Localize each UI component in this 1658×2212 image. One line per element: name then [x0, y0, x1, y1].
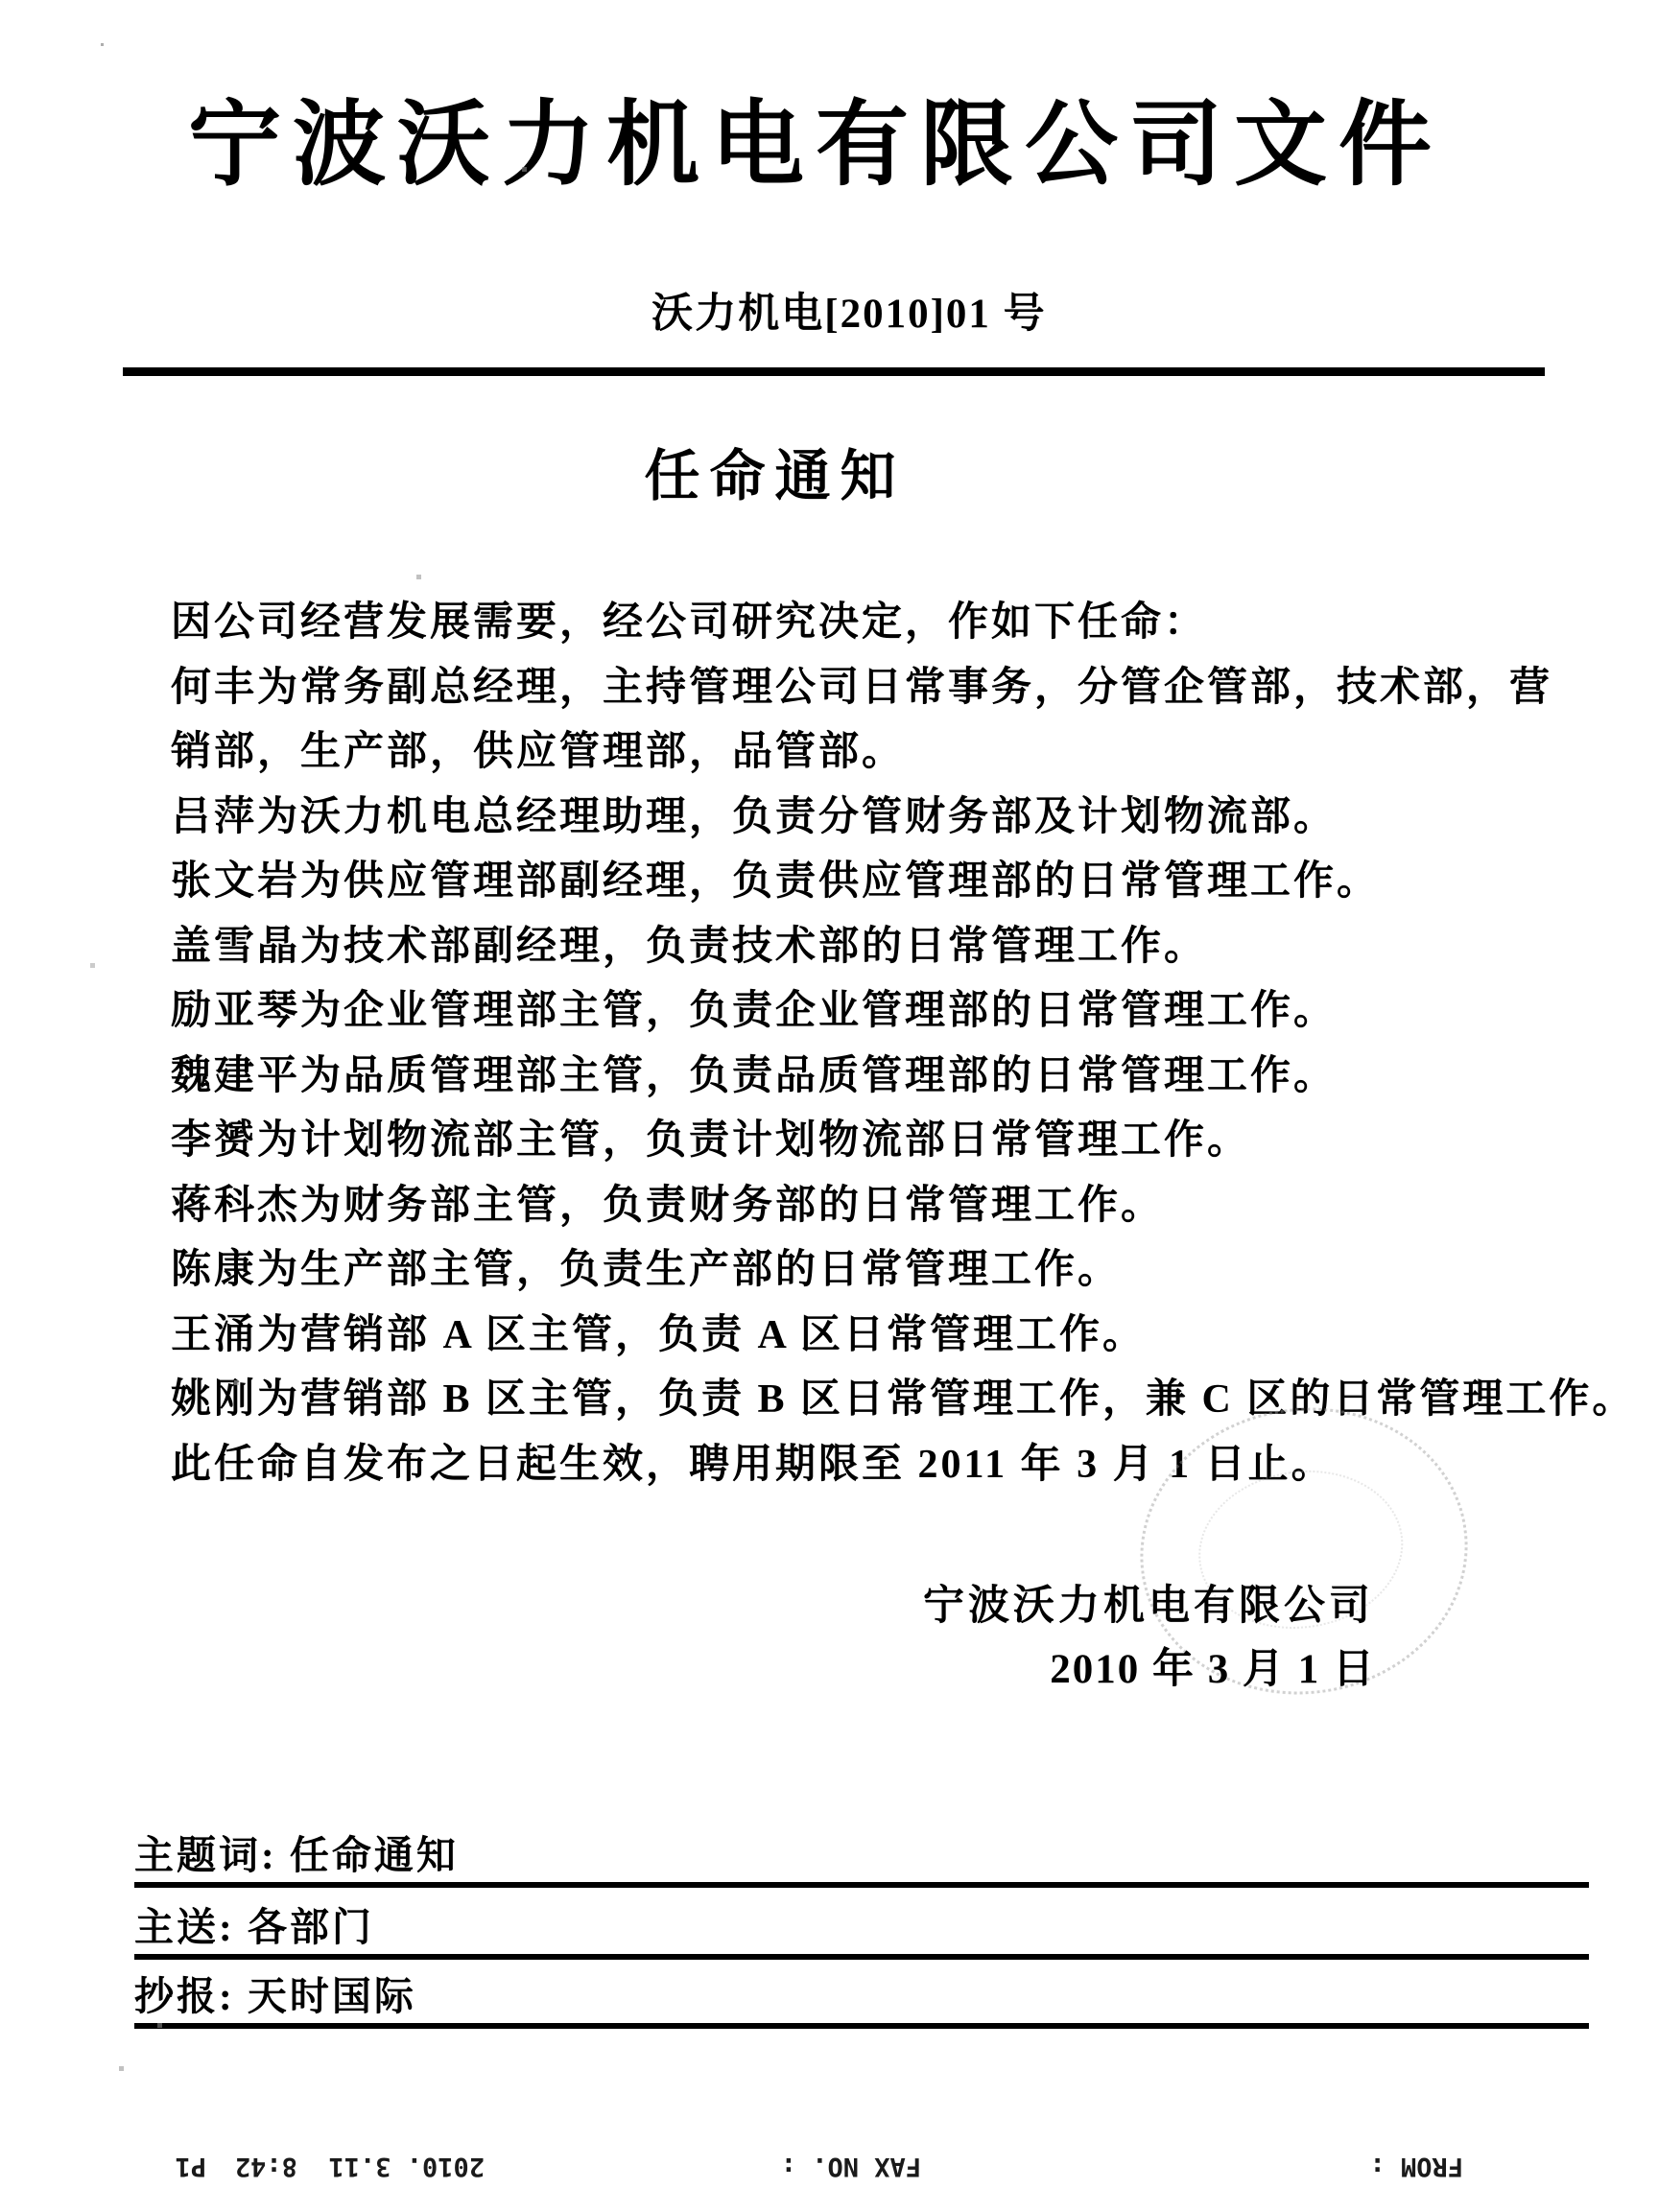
- body-line: 何丰为常务副总经理，主持管理公司日常事务，分管企管部，技术部，营: [171, 665, 1553, 710]
- body-line: 李赟为计划物流部主管，负责计划物流部日常管理工作。: [171, 1118, 1251, 1163]
- scan-noise-specks: [101, 43, 104, 46]
- company-document-title: 宁波沃力机电有限公司文件: [188, 94, 1443, 197]
- main-recipient-label: 主送:: [134, 1905, 248, 1949]
- fax-transmission-line: [0, 2147, 1658, 2185]
- main-recipient-value: 各部门: [247, 1905, 374, 1949]
- fax-number-label: FAX NO. :: [780, 2152, 921, 2181]
- body-line: 此任命自发布之日起生效，聘用期限至 2011 年 3 月 1 日止。: [171, 1442, 1335, 1487]
- copy-to-label: 抄报:: [134, 1974, 248, 2018]
- signature-date: 2010 年 3 月 1 日: [1050, 1647, 1376, 1692]
- body-line: 王涌为营销部 A 区主管，负责 A 区日常管理工作。: [171, 1312, 1147, 1357]
- notice-body: [171, 591, 1636, 1497]
- fax-timestamp: 2010. 3.11 8:42: [234, 2152, 485, 2181]
- fax-from-label: FROM :: [1369, 2152, 1463, 2181]
- main-recipient-row: [134, 1895, 1589, 1960]
- subject-keywords-label: 主题词:: [134, 1833, 290, 1877]
- copy-to-row: [134, 1965, 1589, 2029]
- body-line: 陈康为生产部主管，负责生产部的日常管理工作。: [171, 1248, 1122, 1292]
- subject-keywords-row: [134, 1824, 1589, 1888]
- copy-to-value: 天时国际: [247, 1974, 416, 2018]
- body-line: 姚刚为营销部 B 区主管，负责 B 区日常管理工作，兼 C 区的日常管理工作。: [171, 1377, 1636, 1422]
- header-divider-rule: [123, 367, 1545, 376]
- signature-company-name: 宁波沃力机电有限公司: [923, 1584, 1374, 1629]
- subject-keywords-value: 任命通知: [289, 1833, 459, 1877]
- fax-page-indicator: P1: [175, 2152, 206, 2181]
- body-line: 蒋科杰为财务部主管，负责财务部的日常管理工作。: [171, 1183, 1165, 1228]
- notice-heading: 任命通知: [644, 445, 906, 507]
- body-line: 张文岩为供应管理部副经理，负责供应管理部的日常管理工作。: [171, 859, 1381, 904]
- body-line: 因公司经营发展需要，经公司研究决定，作如下任命：: [171, 600, 1208, 645]
- body-line: 盖雪晶为技术部副经理，负责技术部的日常管理工作。: [171, 924, 1208, 969]
- body-line: 魏建平为品质管理部主管，负责品质管理部的日常管理工作。: [171, 1053, 1338, 1098]
- body-line: 销部，生产部，供应管理部，品管部。: [171, 730, 906, 774]
- body-line: 吕萍为沃力机电总经理助理，负责分管财务部及计划物流部。: [171, 794, 1338, 839]
- body-line: 励亚琴为企业管理部主管，负责企业管理部的日常管理工作。: [171, 989, 1338, 1033]
- document-reference-number: 沃力机电[2010]01 号: [651, 292, 1047, 337]
